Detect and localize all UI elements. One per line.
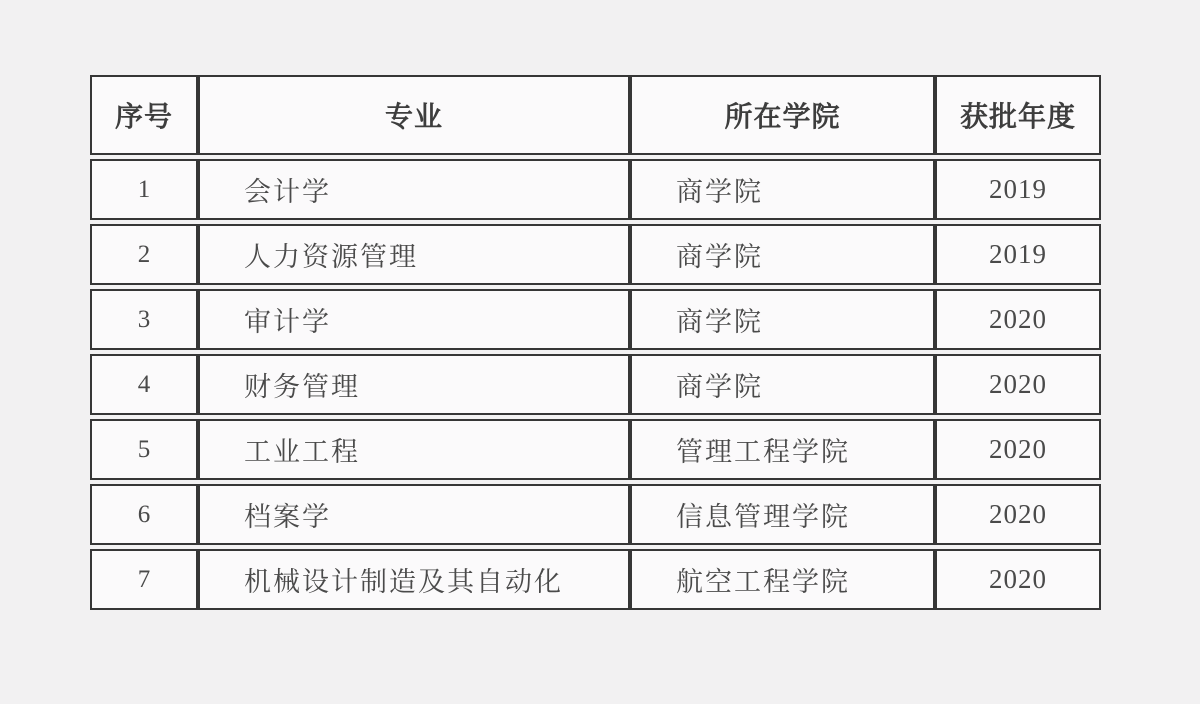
table-header-row <box>90 75 1101 155</box>
table-row <box>90 354 1101 415</box>
cell-major: 工业工程 <box>198 419 630 480</box>
cell-index: 1 <box>90 159 198 220</box>
cell-college: 商学院 <box>630 289 935 350</box>
cell-index: 2 <box>90 224 198 285</box>
table-row <box>90 419 1101 480</box>
cell-year: 2020 <box>935 549 1101 610</box>
cell-index: 4 <box>90 354 198 415</box>
header-cell-major: 专业 <box>198 75 630 155</box>
cell-college: 信息管理学院 <box>630 484 935 545</box>
cell-college: 商学院 <box>630 224 935 285</box>
cell-index: 7 <box>90 549 198 610</box>
cell-year: 2020 <box>935 354 1101 415</box>
table-row <box>90 549 1101 610</box>
cell-index: 6 <box>90 484 198 545</box>
table-row <box>90 289 1101 350</box>
cell-major: 档案学 <box>198 484 630 545</box>
cell-major: 审计学 <box>198 289 630 350</box>
table-row <box>90 159 1101 220</box>
cell-year: 2020 <box>935 289 1101 350</box>
header-cell-college: 所在学院 <box>630 75 935 155</box>
header-cell-index: 序号 <box>90 75 198 155</box>
cell-year: 2019 <box>935 224 1101 285</box>
table-row <box>90 484 1101 545</box>
cell-college: 商学院 <box>630 354 935 415</box>
cell-college: 航空工程学院 <box>630 549 935 610</box>
header-cell-year: 获批年度 <box>935 75 1101 155</box>
cell-major: 财务管理 <box>198 354 630 415</box>
cell-college: 管理工程学院 <box>630 419 935 480</box>
table-row <box>90 224 1101 285</box>
cell-major: 机械设计制造及其自动化 <box>198 549 630 610</box>
cell-year: 2019 <box>935 159 1101 220</box>
cell-index: 3 <box>90 289 198 350</box>
cell-year: 2020 <box>935 419 1101 480</box>
cell-year: 2020 <box>935 484 1101 545</box>
majors-approval-table <box>90 71 1101 614</box>
cell-major: 会计学 <box>198 159 630 220</box>
cell-index: 5 <box>90 419 198 480</box>
cell-major: 人力资源管理 <box>198 224 630 285</box>
cell-college: 商学院 <box>630 159 935 220</box>
